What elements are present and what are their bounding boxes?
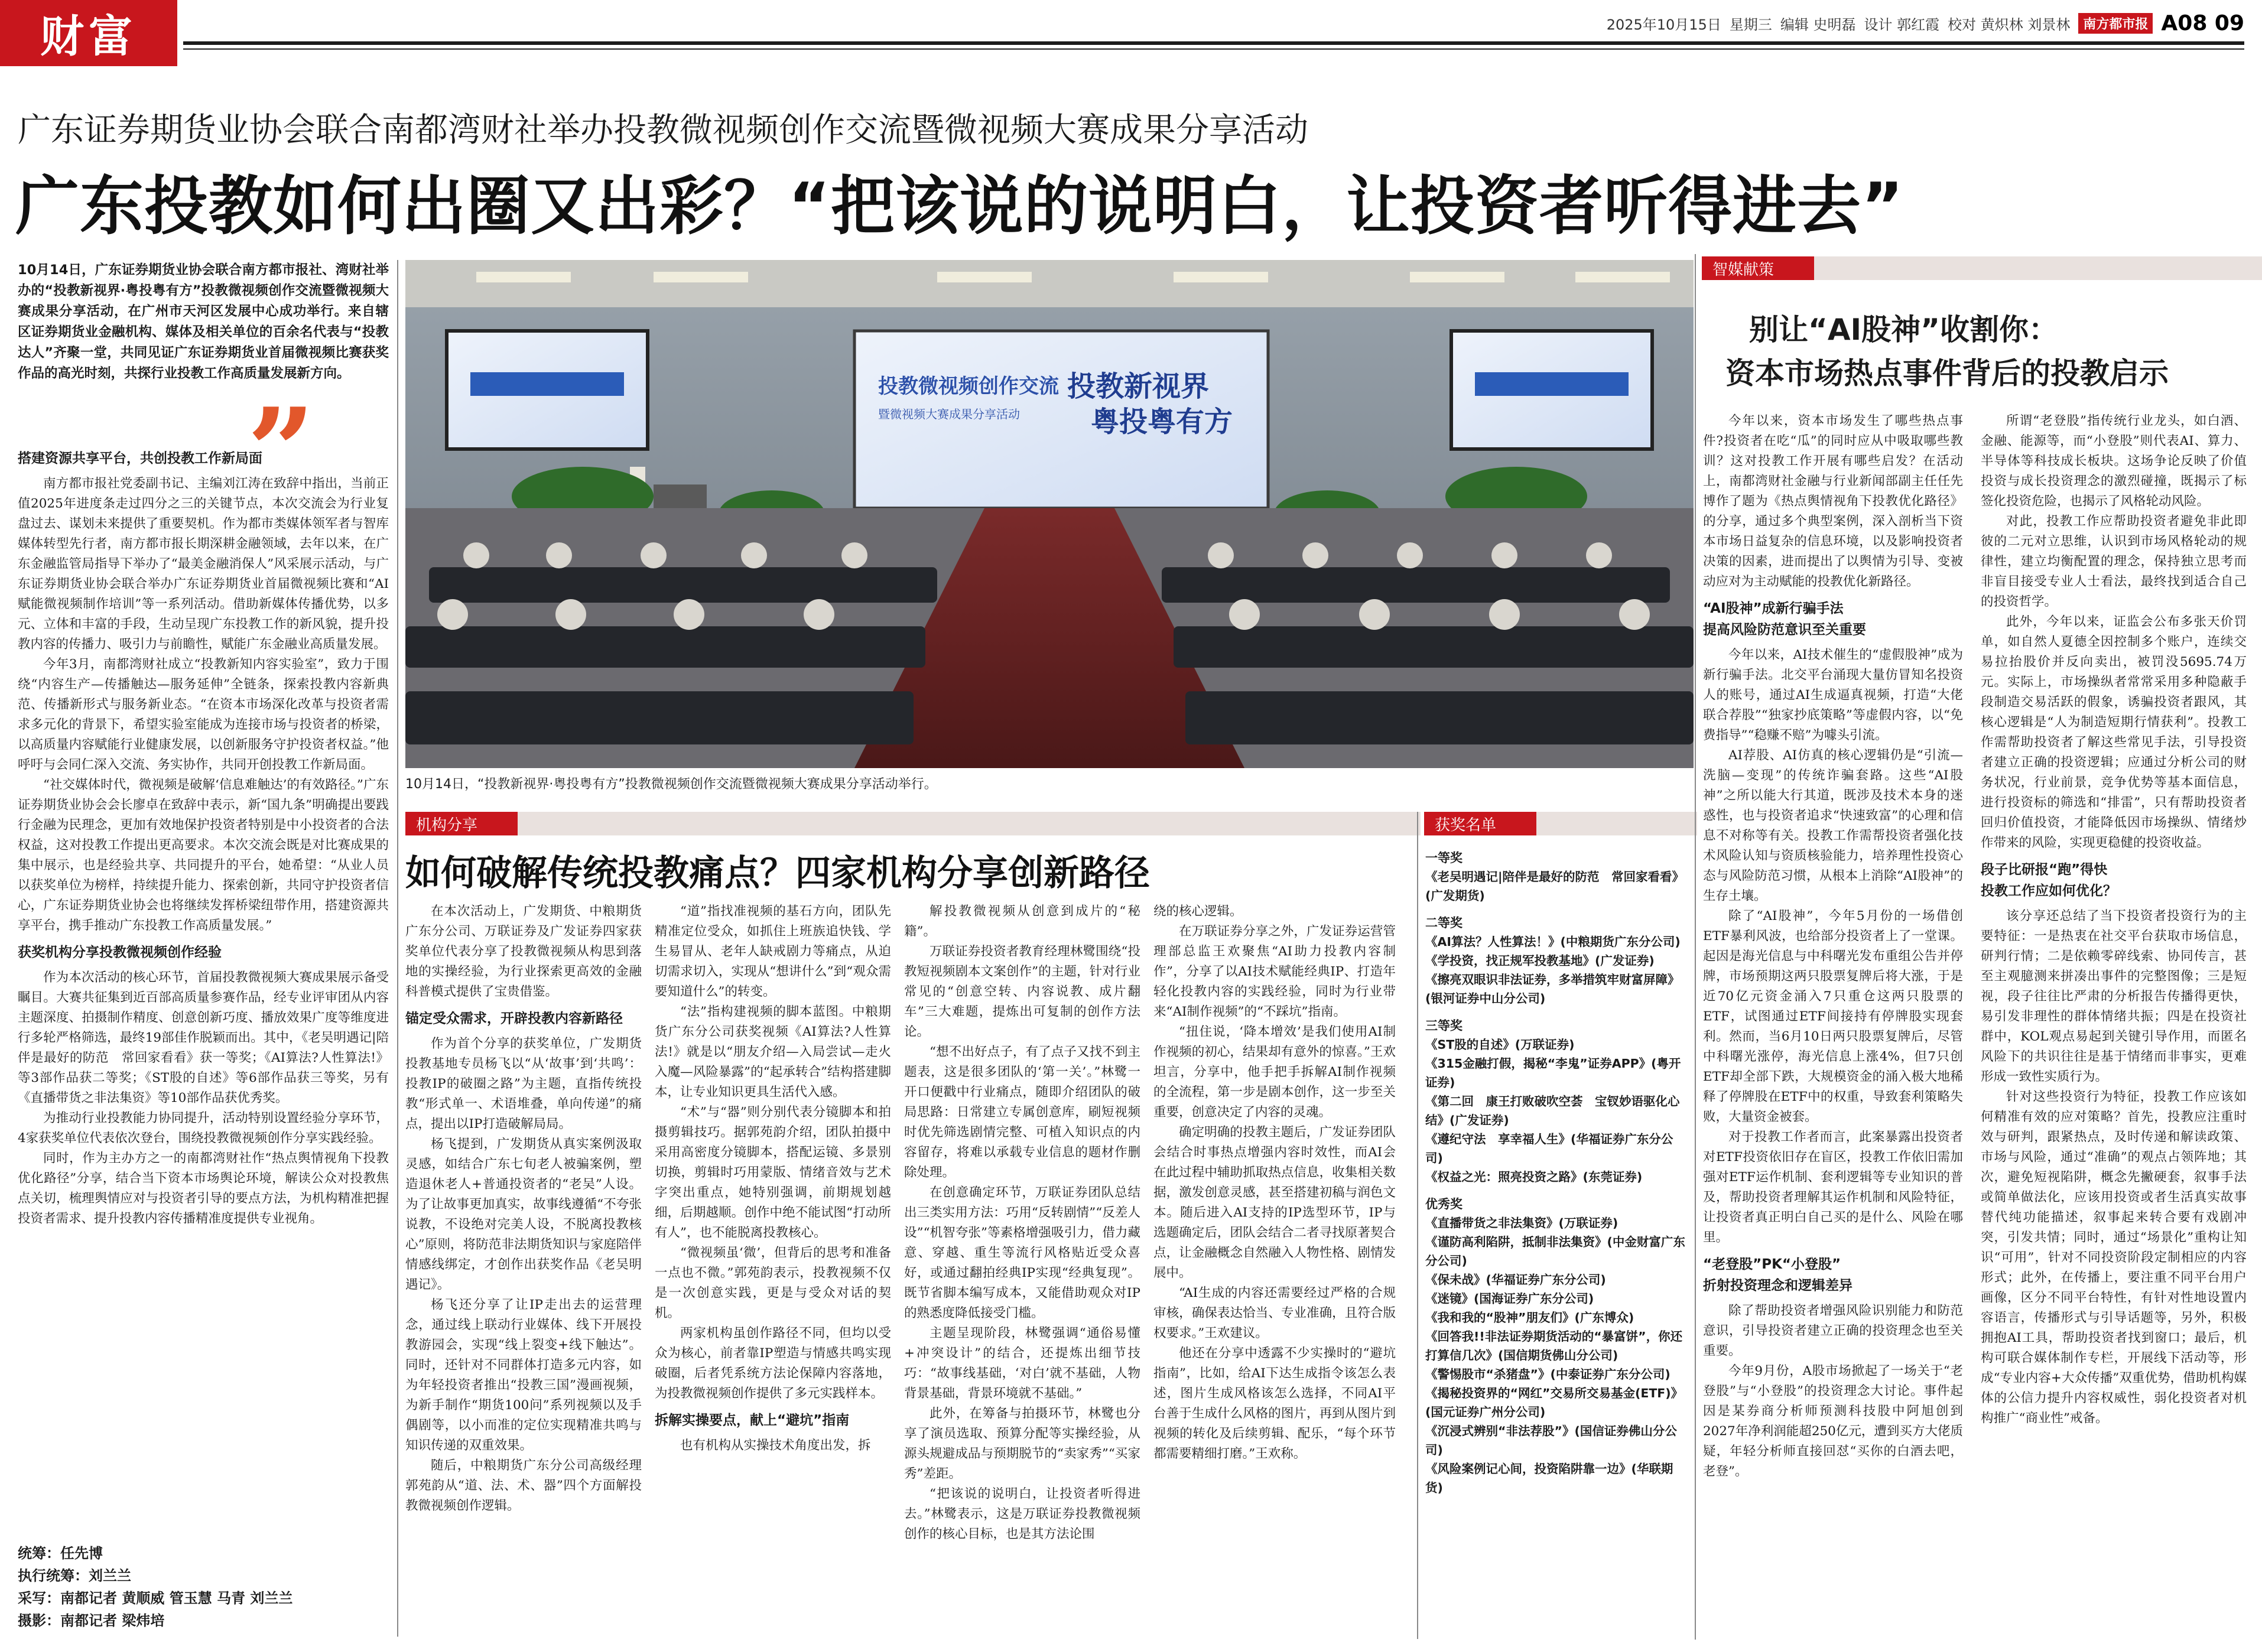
credit-writers: 采写：南都记者 黄顺威 管玉慧 马青 刘兰兰	[18, 1590, 293, 1607]
column-divider	[1695, 254, 1696, 1640]
screen-subtitle: 暨微视频大赛成果分享活动	[878, 407, 1020, 421]
section-band-winners	[1424, 812, 1697, 835]
award-item: 《ST股的自述》(万联证券)	[1425, 1038, 1575, 1052]
credit-planner: 统筹：任先博	[18, 1545, 103, 1562]
subhead-ai-guru: “AI股神”成新行骗手法 提高风险防范意识至关重要	[1703, 601, 1866, 638]
inst-col-3	[904, 902, 1140, 1544]
inst-para: 杨飞还分享了让IP走出去的运营理念，通过线上联动行业媒体、线下开展投教游园会，实现“线上裂变+线下触达”。同时，还针对不同群体打造多元内容，如为年轻投资者推出“投教三国”漫画视频，为新手制作“期货100问”系列视频以及手偶剧等，以小而准的定位实现精准共鸣与知识传递的双重效果。	[405, 1297, 642, 1453]
inst-para: 在万联证券分享之外，广发证券运营管理部总监王欢聚焦“AI助力投教内容制作”，分享了以AI技术赋能经典IP、打造年轻化投教内容的实践经验，同时为行业带来“AI制作视频”的“不踩坑”指南。	[1153, 924, 1396, 1019]
award-item: 《AI算法？人性算法！》(中粮期货广东分公司)	[1425, 935, 1681, 949]
inst-para: “术”与“器”则分别代表分镜脚本和拍摄剪辑技巧。据郭苑韵介绍，团队拍摄中采用高密度分镜脚本，搭配运镜、多景别切换，剪辑时巧用蒙版、情绪音效与艺术字突出重点，她特别强调，前期规划越细，后期越顺。创作中绝不能试图“打动所有人”，也不能脱离投教核心。	[655, 1105, 891, 1240]
inst-col-4	[1153, 902, 1396, 1464]
award-item: 《直播带货之非法集资》(万联证券)	[1425, 1216, 1618, 1230]
right-col-1	[1703, 411, 1963, 1482]
winners-list	[1425, 840, 1686, 1497]
right-para: 除了“AI股神”，今年5月份的一场借创ETF暴利风波，也给部分投资者上了一堂课。起因是海光信息与中科曙光发布重组公告并停牌，市场预期这两只股票复牌后将大涨，于是近70亿元资金涌入7只重仓这两只股票的ETF，试图通过ETF间接持有停牌股实现套利。然而，当6月10日两只股票复牌后，尽管中科曙光涨停，海光信息上涨4%，但7只创ETF却全部下跌，大规模资金的涌入极大地稀释了停牌股在ETF中的权重，导致套利策略失败，大量资金被套。	[1703, 909, 1963, 1124]
award-first: 一等奖	[1425, 851, 1462, 865]
award-third: 三等奖	[1425, 1019, 1462, 1033]
left-para: 为推动行业投教能力协同提升，活动特别设置经验分享环节，4家获奖单位代表依次登台，围绕投教微视频创作分享实践经验。	[18, 1111, 389, 1146]
right-col-2	[1981, 411, 2247, 1429]
award-item: 《学投资，找正规军投教基地》(广发证券)	[1425, 954, 1655, 968]
award-excellence: 优秀奖	[1425, 1197, 1462, 1211]
inst-para: “想不出好点子，有了点子又找不到主题表，这是很多团队的‘第一关’。”林鹭一开口便戳中行业痛点，随即介绍团队的破局思路：日常建立专属创意库，刷短视频时优先筛选剧情完整、可植入知识点的内容留存，将难以承载专业信息的题材作删除处理。	[904, 1045, 1140, 1180]
left-para: 今年3月，南都湾财社成立“投教新知内容实验室”，致力于围绕“内容生产—传播触达—服务延伸”全链条，探索投教内容新典范、传播新形式与服务新业态。“在资本市场深化改革与投资者需求多元化的背景下，希望实验室能成为连接市场与投资者的桥梁，以高质量内容赋能行业健康发展，以创新服务守护投资者权益。”他呼吁与会同仁深入交流、务实协作，共同开创投教工作新局面。	[18, 657, 389, 772]
award-item: 《第二回 康王打败破吹空荟 宝钗妙语驱化心结》(广发证券)	[1425, 1094, 1680, 1127]
right-para: 该分享还总结了当下投资者投资行为的主要特征：一是热衷在社交平台获取市场信息，研判行情；二是依赖零碎线索、协同传言，甚至主观臆测来拼凑出事件的完整图像；三是短视，段子往往比严肃的分析报告传播得更快，易引发非理性的群体情绪共振；四是在投资社群中，KOL观点易起到关键引导作用，而匿名风险下的共识往往是基于情绪而非事实，更难形成一致性实质行为。	[1981, 909, 2247, 1084]
inst-para: “扭住说，‘降本增效’是我们使用AI制作视频的初心，结果却有意外的惊喜。”王欢坦言，分享中，他手把手拆解AI制作视频的全流程，第一步是剧本创作，这一步至关重要，创意决定了内容的灵魂。	[1153, 1025, 1396, 1120]
inst-para: “道”指找准视频的基石方向，团队先精准定位受众，如抓住上班族追快钱、学生易冒从、老年人缺戒剧力等痛点，从迫切需求切入，实现从“想讲什么”到“观众需要知道什么”的转变。	[655, 904, 891, 999]
issue-weekday: 星期三	[1729, 16, 1772, 33]
photo-caption: 10月14日，“投教新视界·粤投粤有方”投教微视频创作交流暨微视频大赛成果分享活动举行。	[405, 777, 937, 792]
award-item: 《老吴明遇记|陪伴是最好的防范 常回家看看》(广发期货)	[1425, 870, 1684, 903]
inst-para: 随后，中粮期货广东分公司高级经理郭苑韵从“道、法、术、器”四个方面解投教微视频创作逻辑。	[405, 1458, 642, 1513]
left-para: 南方都市报社党委副书记、主编刘江涛在致辞中指出，当前正值2025年进度条走过四分之三的关键节点，本次交流会为行业复盘过去、谋划未来提供了重要契机。作为都市类媒体领军者与智库媒体转型先行者，南方都市报长期深耕金融领域，去年以来，在广东金融监管局指导下举办了“最美金融消保人”风采展示活动，与广东证券期货业协会联合举办广东证券期货业首届微视频比赛和“AI赋能微视频制作培训”等一系列活动。借助新媒体传播优势，以多元、立体和丰富的手段，生动呈现广东投教工作的新风貌，提升投教内容的传播力、吸引力与前瞻性，赋能广东金融业高质量发展。	[18, 476, 389, 652]
inst-para: “法”指构建视频的脚本蓝图。中粮期货广东分公司获奖视频《AI算法?人性算法!》就是以“朋友介绍—入局尝试—走火入魔—风险暴露”的“起承转合”结构搭建脚本，让专业知识更具生活代入感。	[655, 1004, 891, 1100]
inst-para: 解投教微视频从创意到成片的“秘籍”。	[904, 904, 1140, 939]
left-para: “社交媒体时代，微视频是破解‘信息难触达’的有效路径。”广东证券期货业协会会长廖卓在致辞中表示，新“国九条”明确提出要践行金融为民理念，更加有效地保护投资者特别是中小投资者的合法权益，这对投教工作提出更高要求。本次交流会既是对比赛成果的集中展示，也是经验共享、共同提升的平台，她希望：“从业人员以获奖单位为榜样，持续提升能力、探索创新，共同守护投资者信心，广东证券期货业协会也将继续发挥桥梁纽带作用，搭建资源共享平台，携手推动广东投教工作高质量发展。”	[18, 778, 389, 933]
right-para: 除了帮助投资者增强风险识别能力和防范意识，引导投资者建立正确的投资理念也至关重要。	[1703, 1303, 1963, 1358]
inst-para: “AI生成的内容还需要经过严格的合规审核，确保表达恰当、专业准确，且符合版权要求。”王欢建议。	[1153, 1286, 1396, 1341]
award-item: 《我和我的“股神”朋友们》(广东博众)	[1425, 1310, 1634, 1325]
header-meta	[1607, 8, 2244, 38]
credit-photo: 摄影：南都记者 梁炜培	[18, 1612, 165, 1629]
right-para: 对于投教工作者而言，此案暴露出投资者对ETF投资依旧存在盲区，投教工作依旧需加强对ETF运作机制、套利逻辑等专业知识的普及，帮助投资者理解其运作机制和风险特征，让投资者真正明白自己买的是什么、风险在哪里。	[1703, 1130, 1963, 1245]
left-para: 同时，作为主办方之一的南都湾财社作“热点舆情视角下投教优化路径”分享，结合当下资本市场舆论环境，解读公众对投教焦点关切，梳理舆情应对与投资者引导的要点方法，为机构精准把握投资者需求、提升投教内容传播精准度提供专业视角。	[18, 1151, 389, 1226]
inst-para: 主题呈现阶段，林鹭强调“通俗易懂+冲突设计”的结合，还提炼出细节技巧：“故事线基础，‘对白’就不基础，人物背景基础，背景环境就不基础。”	[904, 1326, 1140, 1401]
award-item: 《315金融打假，揭秘“李鬼”证券APP》(粤开证券)	[1425, 1056, 1681, 1090]
subhead-jokes-vs-reports: 段子比研报“跑”得快 投教工作应如何优化？	[1981, 862, 2117, 899]
inst-para: 此外，在筹备与拍摄环节，林鹭也分享了演员选取、预算分配等实操经验，从源头规避成品与预期脱节的“卖家秀”“买家秀”差距。	[904, 1406, 1140, 1481]
award-item: 《回答我!!非法证券期货活动的“暴富饼”，你还打算信几次》(国信期货佛山分公司)	[1425, 1329, 1683, 1362]
inst-para: 万联证券投资者教育经理林鹭围绕“投教短视频剧本文案创作”的主题，针对行业常见的“创意空转、内容说教、成片翻车”三大难题，提炼出可复制的创作方法论。	[904, 944, 1140, 1039]
quote-mark-icon: ”	[247, 382, 316, 521]
award-item: 《权益之光：照亮投资之路》(东莞证券)	[1425, 1170, 1643, 1184]
right-para: 所谓“老登股”指传统行业龙头，如白酒、金融、能源等，而“小登股”则代表AI、算力、半导体等科技成长板块。这场争论反映了价值投资与成长投资理念的激烈碰撞，既揭示了标签化投资危险，也揭示了风格轮动风险。	[1981, 414, 2247, 509]
issue-date: 2025年10月15日	[1606, 16, 1721, 33]
page-number: A08 09	[2161, 11, 2244, 35]
subhead-resource: 搭建资源共享平台，共创投教工作新局面	[18, 451, 262, 466]
section-band-label: 机构分享	[416, 816, 478, 834]
subhead-audience: 锚定受众需求，开辟投教内容新路径	[405, 1011, 623, 1026]
subhead-pitfalls: 拆解实操要点，献上“避坑”指南	[655, 1413, 850, 1428]
credit-exec: 执行统筹：刘兰兰	[18, 1568, 131, 1584]
inst-para: 绕的核心逻辑。	[1153, 904, 1243, 919]
right-para: 针对这些投资行为特征，投教工作应该如何精准有效的应对策略？首先，投教应注重时效与研判，跟紧热点，及时传递和解读政策、市场与风险，通过“准确”的观点占领阵地；其次，避免短视陷阱，概念先撇硬套，叙事手法或简单做法化，应该用投资或者生活真实故事替代纯功能描述，叙事起来转合要有戏剧冲突，引发共情；同时，通过“场景化”重构让知识“可用”，针对不同投资阶段定制相应的内容形式；此外，在传播上，要注重不同平台用户画像，区分不同平台特性，有针对性地设置内容语言，传播形式与引导话题等，另外，积极拥抱AI工具，帮助投资者找到窗口；最后，机构可联合媒体制作专栏，开展线下活动等，形成“专业内容+大众传播”双重优势，借助机构媒体的公信力提升内容权威性，弱化投资者对机构推广“商业性”戒备。	[1981, 1090, 2247, 1426]
inst-col-1	[405, 902, 642, 1516]
right-para: AI荐股、AI仿真的核心逻辑仍是“引流—洗脑—变现”的传统诈骗套路。这些“AI股神”之所以能大行其道，既涉及技术本身的迷惑性，也与投资者追求“快速致富”的心理和信息不对称等有关。投教工作需帮投资者强化技术风险认知与资质核验能力，培养理性投资心态与风险防范习惯，从根本上消除“AI股神”的生存土壤。	[1703, 748, 1963, 903]
subhead-old-vs-young: “老登股”PK“小登股” 折射投资理念和逻辑差异	[1703, 1257, 1852, 1293]
winners-band-label: 获奖名单	[1435, 816, 1497, 834]
inst-para: 在本次活动上，广发期货、中粮期货广东分公司、万联证券及广发证券四家获奖单位代表分享了投教微视频从构思到落地的实操经验，为行业探索更高效的金融科普模式提供了宝贵借鉴。	[405, 904, 642, 999]
article-lead: 10月14日，广东证券期货业协会联合南方都市报社、湾财社举办的“投教新视界·粤投粤有方”投教微视频创作交流暨微视频大赛成果分享活动，在广州市天河区发展中心成功举行。来自辖区证券期货业金融机构、媒体及相关单位的百余名代表与“投教达人”齐聚一堂，共同见证广东证券期货业首届微视频比赛获奖作品的高光时刻，共探行业投教工作高质量发展新方向。	[18, 262, 389, 381]
header-rule-thin	[183, 48, 2244, 50]
award-item: 《遵纪守法 享幸福人生》(华福证券广东分公司)	[1425, 1132, 1673, 1165]
right-para: 今年以来，资本市场发生了哪些热点事件?投资者在吃“瓜”的同时应从中吸取哪些教训？这对投教工作开展有哪些启发？在活动上，南都湾财社金融与行业新闻部副主任任先博作了题为《热点舆情视角下投教优化路径》的分享，通过多个典型案例，深入剖析当下资本市场日益复杂的信息环境，以及影响投资者决策的因素，进而提出了以舆情为引导、变被动应对为主动赋能的投教优化新路径。	[1703, 414, 1963, 589]
inst-para: 确定明确的投教主题后，广发证券团队会结合时事热点增强内容时效性，而AI会在此过程中辅助抓取热点信息，收集相关数据，激发创意灵感，甚至搭建初稿与润色文本。随后进入AI支持的IP选型环节，IP与选题确定后，团队会结合二者寻找原著契合点，让金融概念自然融入人物性格、剧情发展中。	[1153, 1125, 1396, 1280]
headline-kicker: 广东证券期货业协会联合南都湾财社举办投教微视频创作交流暨微视频大赛成果分享活动	[18, 111, 1308, 149]
column-divider	[397, 260, 398, 1637]
event-photo-illustration	[405, 260, 1694, 768]
right-para: 今年以来，AI技术催生的“虚假股神”成为新行骗手法。北交平台涌现大量仿冒知名投资人的账号，通过AI生成逼真视频，打造“大佬联合荐股”“独家抄底策略”等虚假内容，以“免费指导”“稳赚不赔”为噱头引流。	[1703, 648, 1963, 743]
inst-para: “把该说的说明白，让投资者听得进去。”林鹭表示，这是万联证券投教微视频创作的核心目标，也是其方法论围	[904, 1487, 1140, 1542]
right-band-label: 智媒献策	[1712, 261, 1774, 279]
designer-credit: 设计 郭红霞	[1864, 16, 1940, 33]
inst-para: 两家机构虽创作路径不同，但均以受众为核心，前者靠IP塑造与情感共鸣实现破圈，后者凭系统方法论保障内容落地，为投教微视频创作提供了多元实践样本。	[655, 1326, 891, 1401]
screen-title: 投教微视频创作交流	[878, 375, 1059, 398]
section-band-right	[1702, 256, 2262, 280]
award-item: 《揭秘投资界的“网红”交易所交易基金(ETF)》(国元证券广州分公司)	[1425, 1386, 1684, 1419]
section-band-inst	[405, 812, 1421, 835]
inst-para: 作为首个分享的获奖单位，广发期货投教基地专员杨飞以“从‘故事’到‘共鸣’：投教IP的破圈之路”为主题，直指传统投教“形式单一、术语堆叠，单向传递”的痛点，提出以IP打造破解局局。	[405, 1036, 642, 1131]
right-para: 此外，今年以来，证监会公布多张天价罚单，如自然人夏德全因控制多个账户，连续交易拉抬股价并反向卖出，被罚没5695.74万元。实际上，市场操纵者常常采用多种隐蔽手段制造交易活跃的假象，诱骗投资者跟风，其核心逻辑是“人为制造短期行情获利”。投教工作需帮助投资者了解这些常见手法，引导投资者建立正确的投资逻辑；应通过分析公司的财务状况，行业前景，竞争优势等基本面信息，进行投资标的筛选和“排雷”，只有帮助投资者回归价值投资，才能降低因市场操纵、情绪炒作带来的风险，实现更稳健的投资收益。	[1981, 614, 2247, 850]
section-badge: 财富	[0, 0, 177, 66]
main-headline: 广东投教如何出圈又出彩？“把该说的说明白，让投资者听得进去”	[15, 170, 1904, 243]
screen-brand: 投教新视界	[1067, 370, 1210, 403]
credits	[18, 1542, 389, 1632]
proof-credit: 校对 黄炽林 刘景林	[1948, 16, 2071, 33]
inst-para: 杨飞提到，广发期货从真实案例汲取灵感，如结合广东七旬老人被骗案例，塑造退休老人+普通投资者的“老吴”人设。为了让故事更加真实，故事线遵循“不夸张说教，不设绝对完美人设，不脱离投教核心”原则，将防范非法期货知识与家庭陪伴情感线绑定，才创作出获奖作品《老吴明遇记》。	[405, 1137, 642, 1292]
award-item: 《擦亮双眼识非法证券，多举措筑牢财富屏障》(银河证券中山分公司)	[1425, 973, 1680, 1006]
right-para: 今年9月份，A股市场掀起了一场关于“老登股”与“小登股”的投资理念大讨论。事件起因是某券商分析师预测科技股中阿旭创到2027年净利润能超250亿元，遭到买方大佬质疑，年轻分析师直接回怼“买你的白酒去吧，老登”。	[1703, 1364, 1963, 1479]
award-item: 《谨防高利陷阱，抵制非法集资》(中金财富广东分公司)	[1425, 1235, 1685, 1268]
left-para: 作为本次活动的核心环节，首届投教微视频大赛成果展示备受瞩目。大赛共征集到近百部高质量参赛作品，经专业评审团从内容主题深度、拍摄制作精度、创意创新巧度、播放效果广度等维度进行多轮严格筛选，最终19部佳作脱颖而出。其中，《老吴明遇记|陪伴是最好的防范 常回家看看》获一等奖；《AI算法?人性算法!》等3部作品获二等奖；《ST股的自述》等6部作品获三等奖，另有《直播带货之非法集资》等10部作品获优秀奖。	[18, 970, 389, 1105]
inst-para: 也有机构从实操技术角度出发，拆	[680, 1438, 871, 1453]
newspaper-logo: 南方都市报	[2078, 13, 2153, 34]
screen-brand-2: 粤投粤有方	[1091, 405, 1233, 438]
right-title-1: 别让“AI股神”收割你：	[1749, 313, 2059, 347]
award-item: 《警惕股市“杀猪盘”》(中泰证券广东分公司)	[1425, 1367, 1670, 1381]
subhead-winners-share: 获奖机构分享投教微视频创作经验	[18, 945, 222, 960]
event-photo	[405, 260, 1694, 768]
inst-title: 如何破解传统投教痛点？四家机构分享创新路径	[405, 853, 1150, 894]
award-item: 《沉浸式辨别“非法荐股”》(国信证券佛山分公司)	[1425, 1424, 1677, 1457]
header-rule	[183, 41, 2244, 45]
right-para: 对此，投教工作应帮助投资者避免非此即彼的二元对立思维，认识到市场风格轮动的规律性，建立均衡配置的理念，保持独立思考而非盲目接受专业人士看法，最终找到适合自己的投资哲学。	[1981, 514, 2247, 609]
inst-para: 他还在分享中透露不少实操时的“避坑指南”，比如，给AI下达生成指令该怎么表述，图片生成风格该怎么选择，不同AI平台善于生成什么风格的图片，再到从图片到视频的转化及后续剪辑、配乐，“每个环节都需要精细打磨。”王欢称。	[1153, 1346, 1396, 1461]
inst-col-2	[655, 902, 891, 1456]
award-item: 《迷镜》(国海证券广东分公司)	[1425, 1292, 1594, 1306]
inst-para: 在创意确定环节，万联证券团队总结出三类实用方法：巧用“反转剧情”“反差人设”“机智夸张”等素格增强吸引力，借力藏意、穿越、重生等流行风格贴近受众喜好，或通过翻拍经典IP实现“经典复现”。既节省脚本编写成本，又能借助观众对IP的熟悉度降低接受门槛。	[904, 1185, 1140, 1321]
editor-credit: 编辑 史明磊	[1780, 16, 1856, 33]
award-second: 二等奖	[1425, 916, 1462, 930]
inst-para: “微视频虽‘微’，但背后的思考和准备一点也不微。”郭苑韵表示，投教视频不仅是一次创意实践，更是与受众对话的契机。	[655, 1245, 891, 1321]
award-item: 《保未战》(华福证券广东分公司)	[1425, 1273, 1606, 1287]
column-divider	[1417, 812, 1418, 1639]
left-column	[18, 442, 389, 1229]
award-item: 《风险案例记心间，投资陷阱靠一边》(华联期货)	[1425, 1462, 1673, 1495]
right-title-2: 资本市场热点事件背后的投教启示	[1725, 356, 2169, 391]
